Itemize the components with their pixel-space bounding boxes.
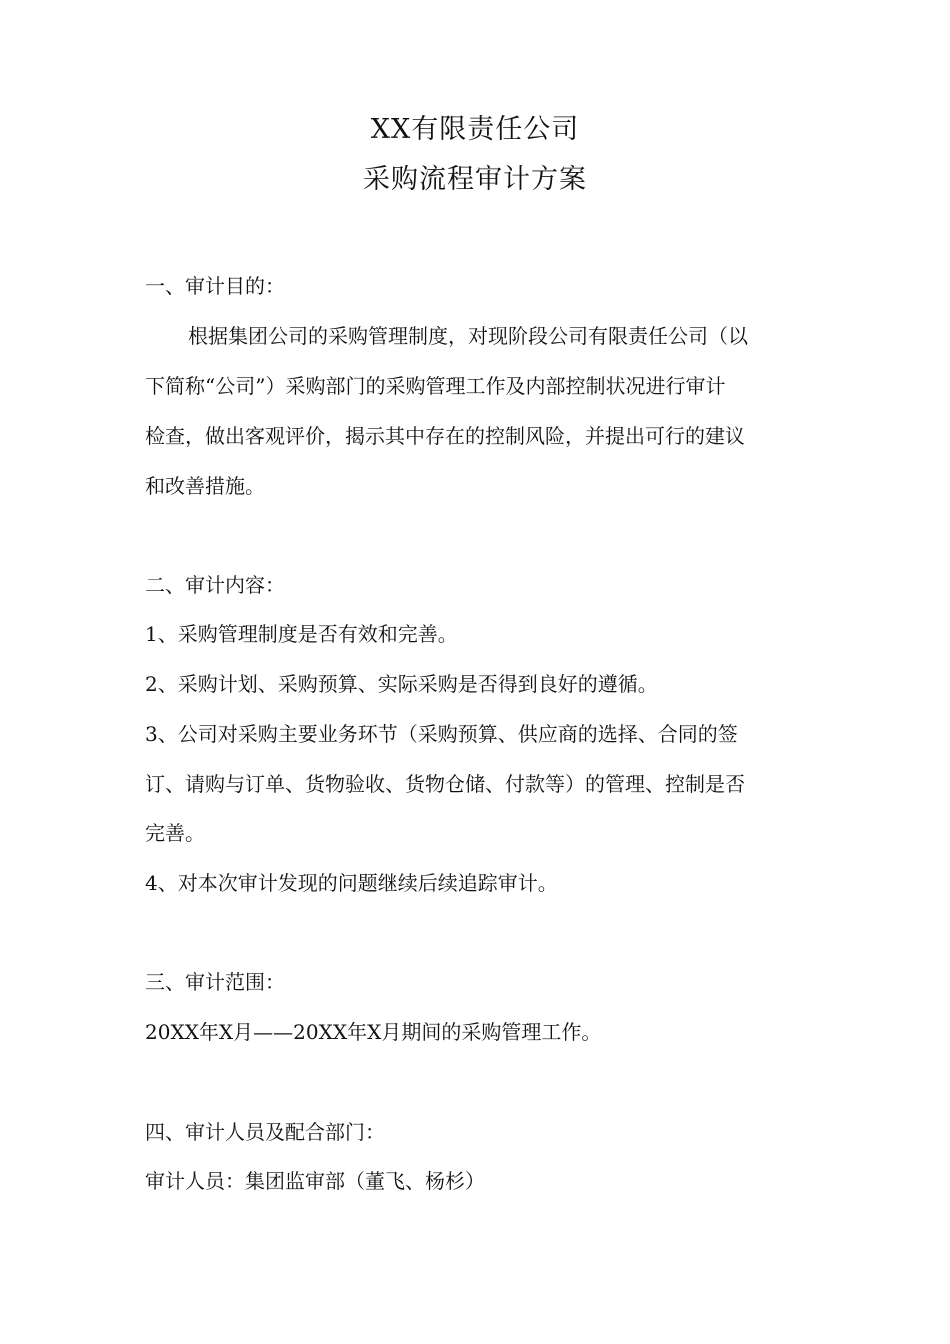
purpose-line: 和改善措施。 [145,474,265,498]
section-heading-content: 二、审计内容： [145,573,285,597]
content-item: 完善。 [145,821,205,845]
purpose-line: 下简称“公司”）采购部门的采购管理工作及内部控制状况进行审计 [145,374,726,398]
section-heading-scope: 三、审计范围： [145,970,285,994]
document-title: 采购流程审计方案 [363,164,587,195]
purpose-line: 检查，做出客观评价，揭示其中存在的控制风险，并提出可行的建议 [145,424,745,448]
content-item: 3、公司对采购主要业务环节（采购预算、供应商的选择、合同的签 [145,722,738,746]
content-item: 2、采购计划、采购预算、实际采购是否得到良好的遵循。 [145,672,658,696]
content-item: 4、对本次审计发现的问题继续后续追踪审计。 [145,871,558,895]
staff-line: 审计人员：集团监审部（董飞、杨杉） [145,1169,485,1193]
section-heading-staff: 四、审计人员及配合部门： [145,1120,385,1144]
company-name: XX有限责任公司 [370,114,580,145]
purpose-line: 根据集团公司的采购管理制度，对现阶段公司有限责任公司（以 [188,324,748,348]
content-item: 1、采购管理制度是否有效和完善。 [145,622,458,646]
content-item: 订、请购与订单、货物验收、货物仓储、付款等）的管理、控制是否 [145,772,745,796]
section-heading-purpose: 一、审计目的： [145,274,285,298]
scope-line: 20XX年X月——20XX年X月期间的采购管理工作。 [145,1020,602,1044]
